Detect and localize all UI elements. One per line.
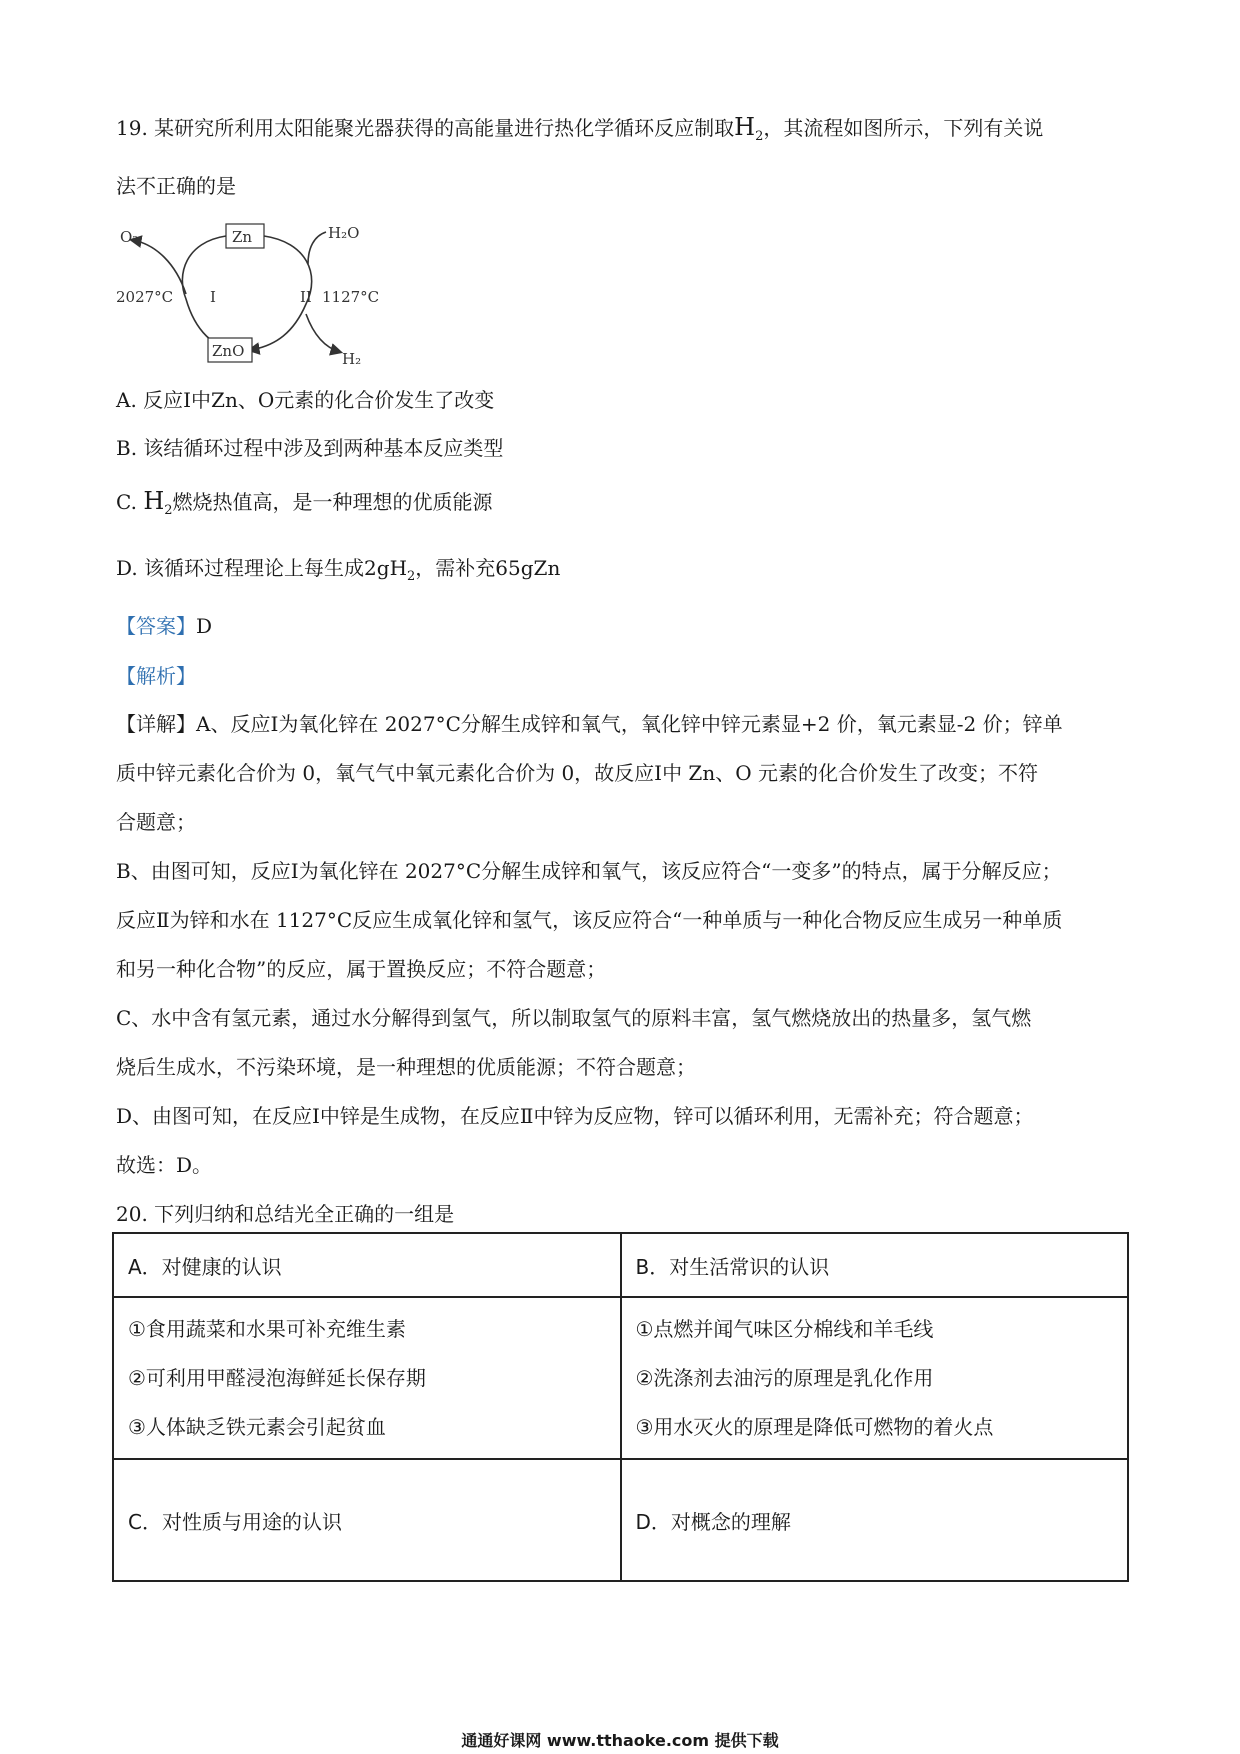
answer-value: D xyxy=(196,614,213,638)
detail-line: 反应Ⅱ为锌和水在 1127°C反应生成氧化锌和氢气，该反应符合“一种单质与一种化合物反应生成另一种单质 xyxy=(116,908,1063,932)
detail-line: 故选：D。 xyxy=(116,1153,213,1177)
option-a: A. 反应Ⅰ中Zn、O元素的化合价发生了改变 xyxy=(116,388,495,412)
option-c-h: H xyxy=(143,487,165,515)
answer-tag: 【答案】 xyxy=(116,614,196,638)
roman-1-label: I xyxy=(210,288,216,306)
arc-h2o-input xyxy=(308,232,326,264)
q20-a-item: ②可利用甲醛浸泡海鲜延长保存期 xyxy=(128,1365,426,1390)
zn-label: Zn xyxy=(232,228,253,246)
detail-line: 合题意； xyxy=(116,810,196,834)
option-c-prefix: C. xyxy=(116,490,144,514)
q20-b-items xyxy=(621,1297,1129,1459)
detail-line: B、由图可知，反应Ⅰ为氧化锌在 2027°C分解生成锌和氧气，该反应符合“一变多”的特点，属于分解反应； xyxy=(116,859,1062,883)
q20-a-head: A．对健康的认识 xyxy=(113,1233,621,1297)
arc-reaction-1 xyxy=(182,236,230,350)
detail-line: C、水中含有氢元素，通过水分解得到氢气，所以制取氢气的原料丰富，氢气燃烧放出的热量多，氢气燃 xyxy=(116,1006,1032,1030)
roman-2-label: II xyxy=(300,288,312,306)
detail-line: 和另一种化合物”的反应，属于置换反应；不符合题意； xyxy=(116,957,607,981)
q20-b-head: B．对生活常识的认识 xyxy=(621,1233,1129,1297)
page-footer: 通通好课网 www.tthaoke.com 提供下载 xyxy=(461,1731,779,1750)
option-c xyxy=(116,486,493,518)
q20-b-item: ②洗涤剂去油污的原理是乳化作用 xyxy=(635,1365,934,1390)
option-d-subscript: 2 xyxy=(407,569,416,584)
temp-reaction-1: 2027°C xyxy=(116,288,174,306)
option-c-subscript: 2 xyxy=(164,503,173,518)
analysis-tag: 【解析】 xyxy=(116,664,196,688)
detail-line: 质中锌元素化合价为 0，氧气气中氧元素化合价为 0，故反应Ⅰ中 Zn、O 元素的化合价发生了改变；不符 xyxy=(116,761,1038,785)
arc-h2-output xyxy=(306,314,340,352)
answer-line xyxy=(116,610,212,639)
q19-stem-line1 xyxy=(116,112,1043,144)
h2o-label: H₂O xyxy=(328,224,360,242)
detail-line: 烧后生成水，不污染环境，是一种理想的优质能源；不符合题意； xyxy=(116,1055,696,1079)
q20-a-items xyxy=(113,1297,621,1459)
q20-stem: 20. 下列归纳和总结光全正确的一组是 xyxy=(116,1202,455,1226)
q20-b-item: ③用水灭火的原理是降低可燃物的着火点 xyxy=(635,1414,994,1439)
q20-d-head: D．对概念的理解 xyxy=(621,1459,1129,1581)
h2-label: H₂ xyxy=(342,350,362,368)
q20-a-item: ①食用蔬菜和水果可补充维生素 xyxy=(128,1316,406,1341)
option-b: B. 该结循环过程中涉及到两种基本反应类型 xyxy=(116,436,504,460)
h2-subscript: 2 xyxy=(755,129,764,144)
q20-a-item: ③人体缺乏铁元素会引起贫血 xyxy=(128,1414,386,1439)
option-d-text: D. 该循环过程理论上每生成2gH xyxy=(116,556,408,580)
q20-options-table xyxy=(112,1232,1129,1582)
detail-line: D、由图可知，在反应Ⅰ中锌是生成物，在反应Ⅱ中锌为反应物，锌可以循环利用，无需补充；符合题意； xyxy=(116,1104,1034,1128)
temp-reaction-2: 1127°C xyxy=(322,288,380,306)
q19-stem-line2: 法不正确的是 xyxy=(116,174,236,198)
reaction-cycle-diagram xyxy=(116,224,426,374)
zno-label: ZnO xyxy=(212,342,245,360)
detail-line: 【详解】A、反应Ⅰ为氧化锌在 2027°C分解生成锌和氧气，氧化锌中锌元素显+2 价，氧元素显-2 价；锌单 xyxy=(116,712,1063,736)
option-c-text: 燃烧热值高，是一种理想的优质能源 xyxy=(172,490,493,514)
option-d xyxy=(116,552,560,584)
h2-formula: H xyxy=(734,113,756,141)
o2-label: O₂ xyxy=(120,228,139,246)
q19-stem-text-end: ，其流程如图所示，下列有关说 xyxy=(763,116,1044,140)
q19-stem-text: 19. 某研究所利用太阳能聚光器获得的高能量进行热化学循环反应制取 xyxy=(116,116,735,140)
arc-o2-branch xyxy=(132,240,186,294)
q20-b-item: ①点燃并闻气味区分棉线和羊毛线 xyxy=(635,1316,934,1341)
option-d-text-end: ，需补充65gZn xyxy=(415,556,561,580)
q20-c-head: C．对性质与用途的认识 xyxy=(113,1459,621,1581)
